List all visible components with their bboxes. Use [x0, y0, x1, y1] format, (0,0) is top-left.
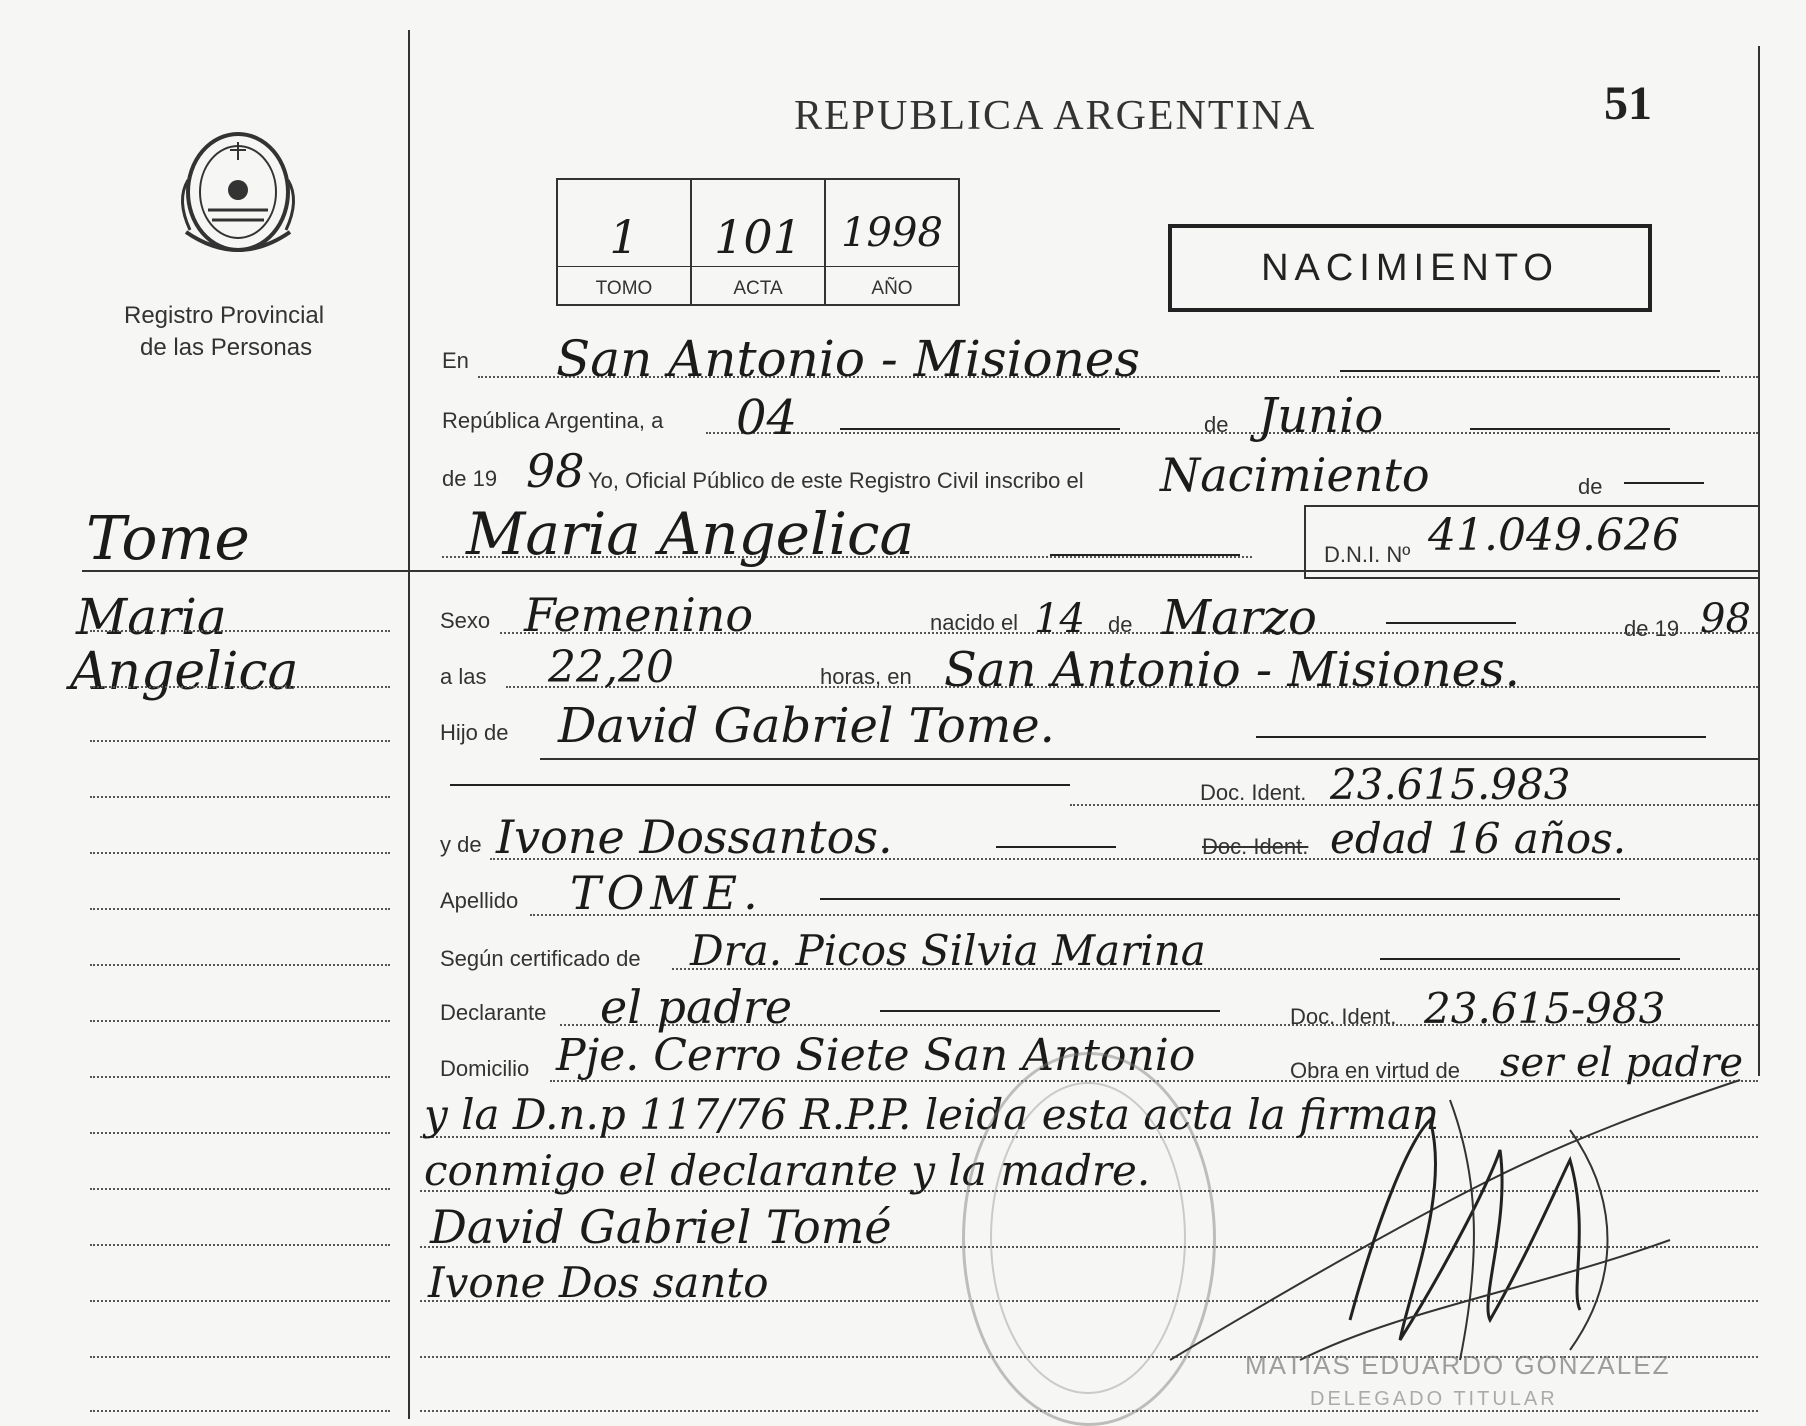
de19-label-2: de 19: [1624, 616, 1680, 641]
acta-value: 101: [714, 210, 802, 264]
en-label: En: [442, 348, 469, 373]
anio-caption: AÑO: [871, 278, 913, 299]
doc-ident-label-struck: Doc. Ident.: [1202, 834, 1309, 859]
declarante-doc: 23.615-983: [1424, 984, 1666, 1033]
apellido-label: Apellido: [440, 888, 519, 913]
margin-given2: Angelica: [70, 642, 299, 702]
margin-divider: [408, 30, 410, 1419]
signature-father: David Gabriel Tomé: [430, 1200, 892, 1254]
alas-label: a las: [440, 664, 487, 689]
doc-ident-label-padre: Doc. Ident.: [1200, 780, 1307, 805]
de19-label: de 19: [442, 466, 498, 491]
day-value: 04: [736, 390, 798, 446]
madre-value: Ivone Dossantos.: [496, 810, 893, 864]
apellido-value: TOME.: [570, 866, 764, 920]
horas-label: horas, en: [820, 664, 912, 689]
tomo-caption: TOMO: [595, 278, 653, 299]
acta-cell: [692, 180, 826, 304]
anio-cell: [826, 180, 958, 304]
nacido-label: nacido el: [930, 610, 1019, 635]
madre-doc: edad 16 años.: [1330, 814, 1627, 863]
hijo-value: David Gabriel Tome.: [558, 698, 1055, 754]
domicilio-value: Pje. Cerro Siete San Antonio: [556, 1030, 1196, 1081]
segun-value: Dra. Picos Silvia Marina: [690, 926, 1206, 975]
declarante-doc-label: Doc. Ident.: [1290, 1004, 1397, 1029]
alas-value: 22,20: [548, 642, 674, 693]
month-value: Junio: [1258, 388, 1384, 444]
name-value: Maria Angelica: [466, 500, 915, 568]
yde-label: y de: [440, 832, 482, 857]
republica-label: República Argentina, a: [442, 408, 664, 433]
yo-label: Yo, Oficial Público de este Registro Civil inscribo el: [588, 468, 1084, 493]
page-number: 51: [1604, 77, 1652, 130]
domicilio-label: Domicilio: [440, 1056, 530, 1081]
en-value: San Antonio - Misiones: [556, 330, 1141, 388]
obra-label: Obra en virtud de: [1290, 1058, 1460, 1083]
de-label-2: de: [1578, 474, 1603, 499]
sexo-value: Femenino: [524, 588, 754, 642]
de-label: de: [1204, 412, 1229, 437]
inscribo-value: Nacimiento: [1160, 448, 1430, 502]
official-name: MATIAS EDUARDO GONZALEZ: [1245, 1350, 1671, 1380]
official-title: DELEGADO TITULAR: [1310, 1388, 1558, 1410]
record-id-box: [556, 178, 960, 306]
declarante-label: Declarante: [440, 1000, 547, 1025]
hijo-label: Hijo de: [440, 720, 509, 745]
year-value: 98: [526, 444, 585, 498]
provincial-seal: [168, 120, 308, 270]
anio-value: 1998: [841, 210, 943, 256]
official-signature: [1150, 1060, 1750, 1380]
segun-label: Según certificado de: [440, 946, 641, 971]
dni-label: D.N.I. Nº: [1324, 542, 1411, 567]
tomo-cell: [558, 180, 692, 304]
padre-doc: 23.615.983: [1330, 760, 1571, 809]
dni-value: 41.049.626: [1428, 510, 1680, 561]
acta-caption: ACTA: [733, 278, 783, 299]
nacido-month: Marzo: [1162, 590, 1317, 646]
margin-given1: Maria: [76, 588, 227, 646]
declarante-value: el padre: [600, 980, 793, 1034]
continuation-line2: conmigo el declarante y la madre.: [424, 1146, 1151, 1195]
nacido-day: 14: [1034, 596, 1085, 642]
nacido-year: 98: [1700, 596, 1751, 642]
tomo-value: 1: [609, 210, 639, 264]
margin-surname: Tome: [86, 504, 250, 574]
continuation-line1: y la D.n.p 117/76 R.P.P. leida esta acta la firman: [424, 1090, 1440, 1139]
de-label-3: de: [1108, 612, 1133, 637]
registry-name-line2: de las Personas: [140, 334, 313, 361]
horas-value: San Antonio - Misiones.: [944, 642, 1520, 698]
record-type-box: NACIMIENTO: [1168, 224, 1652, 312]
country-heading: REPUBLICA ARGENTINA: [794, 93, 1317, 139]
sexo-label: Sexo: [440, 608, 491, 633]
obra-value: ser el padre: [1500, 1040, 1744, 1086]
registry-name-line1: Registro Provincial: [124, 302, 325, 329]
signature-mother: Ivone Dos santo: [428, 1258, 769, 1307]
